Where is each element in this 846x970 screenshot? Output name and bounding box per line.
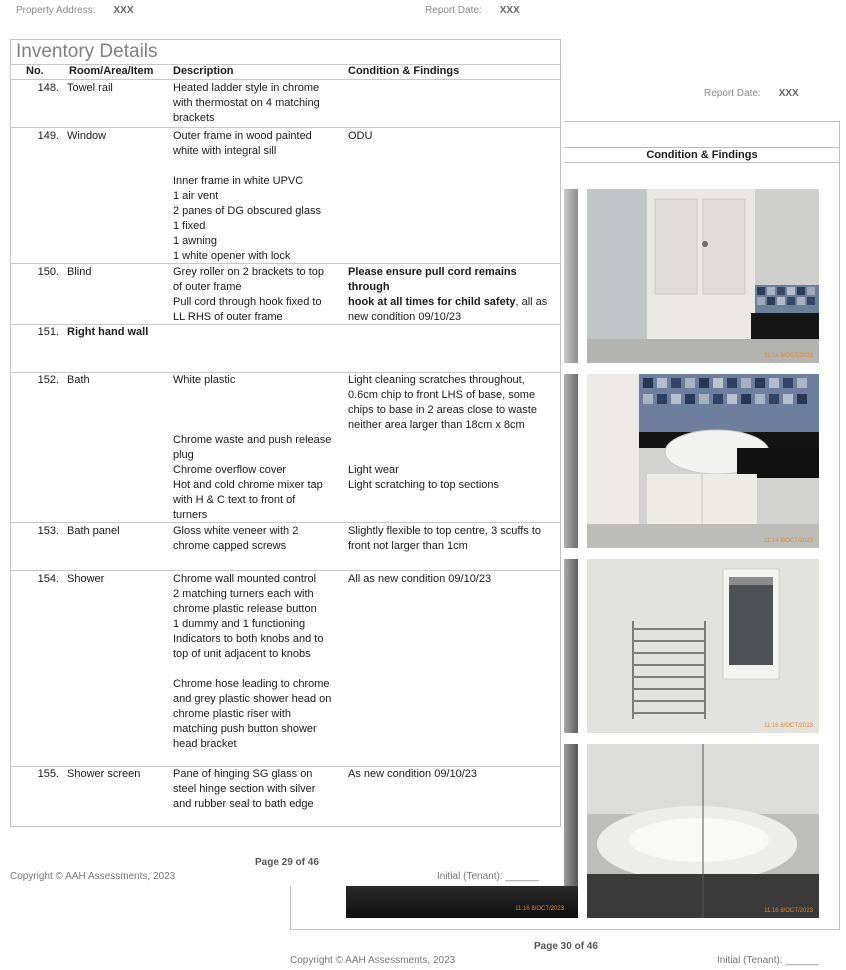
property-address-header: Property Address: XXX [16, 5, 134, 16]
page-29: Property Address: XXX Report Date: XXX Inventory Details No. Room/Area/Item Description Condition & Findings 148. Towel rail Heated ladder style in chrome with thermostat on 4 matching brackets 149. Window Outer frame in wood painted white with integral sill Inner frame in white UPVC 1 air vent 2 panes of DG obscured glass 1 fixed 1 awning 1 white opener with lock ODU 150. Blind Grey roller on 2 brackets to top of outer frame Pull cord through hook fixed to LL RHS of outer frame Please ensure pull cord remains through hook at all times for child safety, all as new condition 09/10/23 151. Right hand wall 152. Bath White plastic Chrome waste and push release plug Chrome overflow cover Hot and cold chrome mixer tap with H & C text to front of turners Light cleaning scratches throughout, 0.6cm chip to front LHS of base, some chips to base in 2 areas close to waste neither area larger than 18cm x 8cm Light wear Light scratching to top sections 153. Bath panel Gloss white veneer with 2 chrome capped screws Slightly flexible to top centre, 3 scuffs to front not larger than 1cm 154. Shower Chrome wall mounted control 2 matching turners each with chrome plastic release button 1 dummy and 1 functioning Indicators to both knobs and to top of unit adjacent to knobs Chrome hose leading to chrome and grey plastic shower head on chrome plastic riser with matching push button shower head bracket All as new condition 09/10/23 155. Shower screen Pane of hinging SG glass on steel hinge section with silver and rubber seal to bath edge As new condition 09/10/23 Page 29 of 46 Copyright © AAH Assessments, 2023 Initial (Tenant): ______ [0, 0, 564, 886]
photo-strip [564, 744, 578, 886]
photo-strip [564, 374, 578, 548]
page-title: Inventory Details [16, 41, 158, 62]
col-header-room: Room/Area/Item [69, 65, 154, 77]
tenant-initial: Initial (Tenant): ______ [437, 871, 539, 882]
copyright: Copyright © AAH Assessments, 2023 [10, 871, 176, 882]
tenant-initial-p30: Initial (Tenant): ______ [717, 955, 819, 966]
report-date-header-p30: Report Date: XXX [704, 88, 799, 99]
sink-photo: 11:14 8/OCT/2023 [587, 374, 819, 548]
copyright-p30: Copyright © AAH Assessments, 2023 [290, 955, 456, 966]
page-number: Page 29 of 46 [255, 857, 319, 868]
condition-column-header-p30: Condition & Findings [564, 147, 840, 163]
report-date-header: Report Date: XXX [425, 5, 520, 16]
page-number-p30: Page 30 of 46 [534, 941, 598, 952]
col-header-description: Description [173, 65, 234, 77]
photo-strip [564, 189, 578, 363]
door-photo: 11:14 8/OCT/2023 [587, 189, 819, 363]
photo-strip [564, 559, 578, 733]
bath-photo: 11:16 8/OCT/2023 [587, 744, 819, 918]
towel-rail-window-photo: 11:16 8/OCT/2023 [587, 559, 819, 733]
col-header-no: No. [26, 65, 44, 77]
bath-photo-partial: 11:16 8/OCT/2023 [346, 886, 578, 918]
col-header-condition: Condition & Findings [348, 65, 460, 77]
child-safety-note: Please ensure pull cord remains through hook at all times for child safety, all as new condition 09/10/23 [348, 266, 548, 323]
